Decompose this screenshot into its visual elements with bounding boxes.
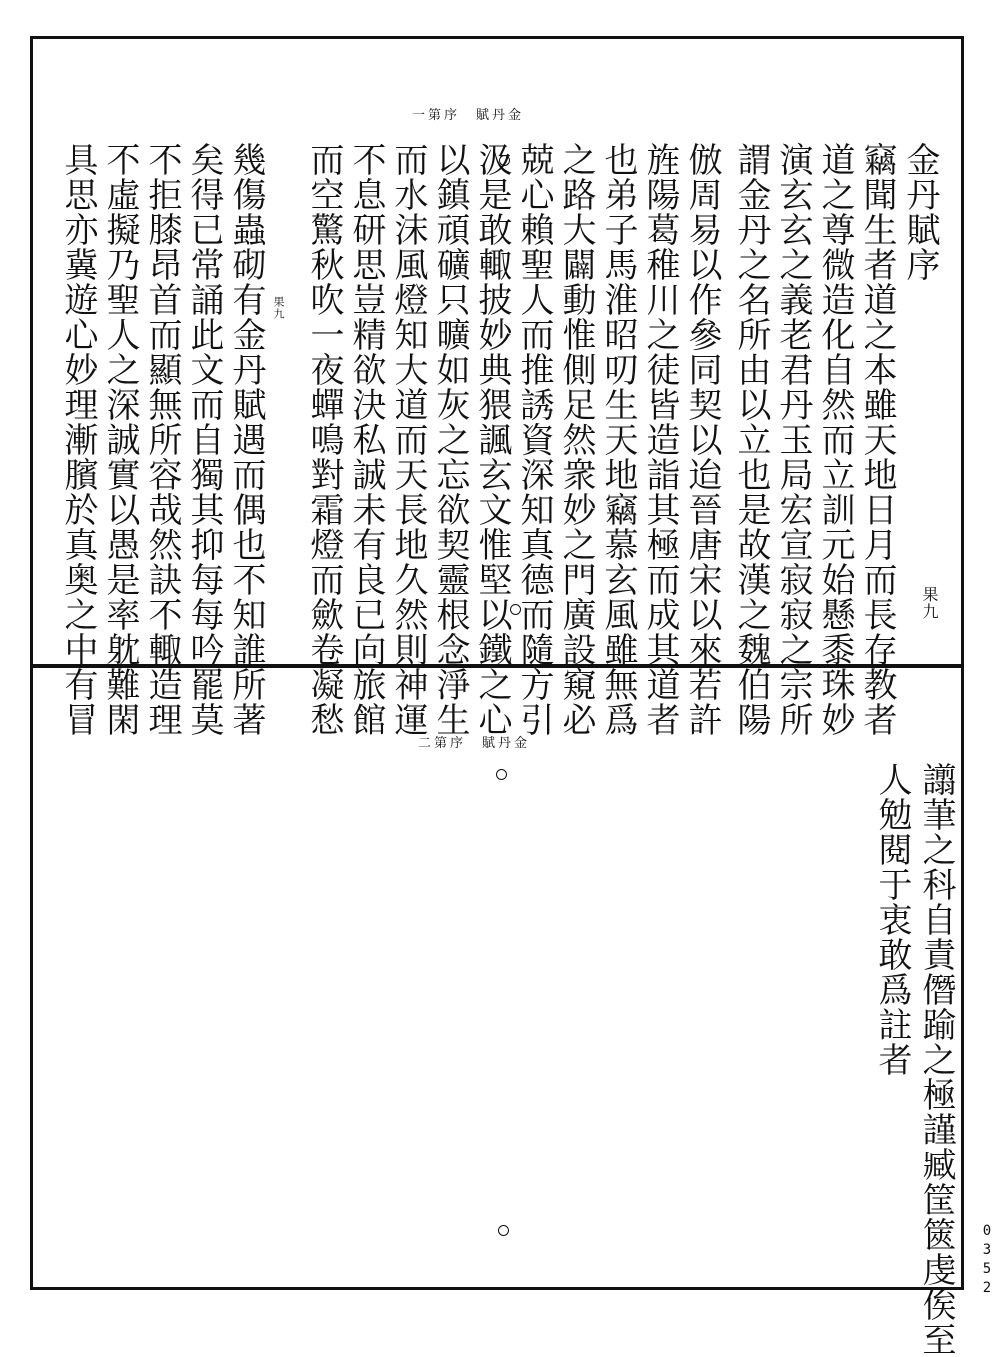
text-column: 而空驚秋吹一夜蟬鳴對霜燈而歛卷凝愁: [304, 142, 344, 737]
text-column: 幾傷蟲砌有金丹賦遇而偶也不知誰所著: [226, 142, 266, 737]
text-column: 譾茟之科自責僭踰之極謹臧筐篋虔俟至: [916, 762, 956, 1357]
punctuation-circle: [496, 769, 507, 780]
punctuation-circle: [498, 1225, 509, 1236]
text-column: 竊聞生者道之本雖天地日月而長存教者: [857, 142, 897, 737]
text-column: 不拒膝昂首而顯無所容哉然訣不輙造理: [142, 142, 182, 737]
text-column: 不虛擬乃聖人之深誠實以愚是率躭難閑: [100, 142, 140, 737]
juan-mark-left: 果九: [272, 296, 285, 320]
text-column: 以鎮頑礦只曠如灰之忘欲契靈根念淨生: [430, 142, 470, 737]
text-column: 而水沫風燈知大道而天長地久然則神運: [388, 142, 428, 737]
text-column: 道之尊微造化自然而立訓元始懸黍珠妙: [815, 142, 855, 737]
juan-mark-right: 果九: [920, 586, 939, 620]
text-column: 旌陽葛稚川之徒皆造詣其極而成其道者: [640, 142, 680, 737]
page-number: 0352: [982, 1223, 992, 1296]
text-column: 矣得已常誦此文而自獨其抑每每吟罷莫: [184, 142, 224, 737]
text-column: 之路大闢動惟側足然衆妙之門廣設窺必: [556, 142, 596, 737]
text-column: 演玄玄之義老君丹玉局宏宣寂寂之宗所: [773, 142, 813, 737]
text-column: 具思亦冀遊心妙理漸臏於真奥之中有冒: [58, 142, 98, 737]
punctuation-circle: [510, 604, 521, 615]
text-column: 兢心賴聖人而推誘資深知真德而隨方引: [514, 142, 554, 737]
punctuation-circle: [499, 155, 510, 166]
text-column: 人勉閱于衷敢爲註者: [872, 762, 912, 1077]
upper-leaf-header: 一第序 賦丹金: [412, 108, 525, 123]
text-column: 汲是敢輙披妙典猥諷玄文惟堅以鐵之心: [472, 142, 512, 737]
text-column: 倣周易以作參同契以迨晉唐宋以來若許: [682, 142, 722, 737]
text-column: 不息研思豈精欲決私誠未有良已向旅館: [346, 142, 386, 737]
text-column: 金丹賦序: [900, 142, 940, 282]
text-column: 也弟子馬淮昭叨生天地竊慕玄風雖無爲: [598, 142, 638, 737]
text-column: 謂金丹之名所由以立也是故漢之魏伯陽: [731, 142, 771, 737]
lower-leaf-header: 二第序 賦丹金: [418, 736, 531, 751]
